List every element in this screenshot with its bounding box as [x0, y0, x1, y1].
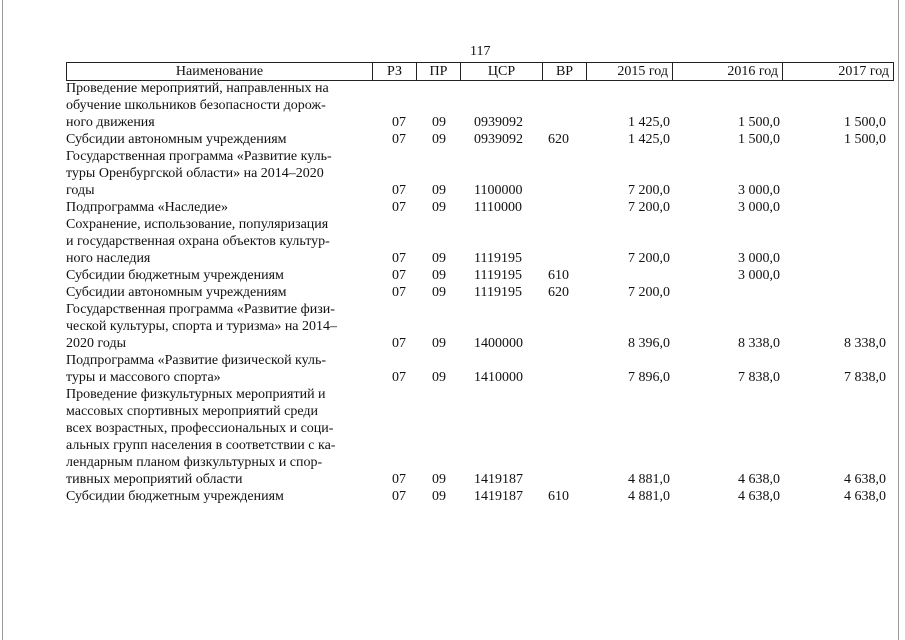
row-rz: 07 — [392, 268, 406, 283]
row-2015: 7 200,0 — [628, 285, 670, 300]
row-2015: 7 200,0 — [628, 251, 670, 266]
row-pr: 09 — [432, 370, 446, 385]
table-row — [66, 488, 892, 505]
table-row — [66, 148, 892, 199]
row-pr: 09 — [432, 268, 446, 283]
header-2016: 2016 год — [673, 63, 783, 80]
row-2015: 4 881,0 — [628, 472, 670, 487]
row-rz: 07 — [392, 183, 406, 198]
row-pr: 09 — [432, 132, 446, 147]
row-name: Государственная программа «Развитие физи- ческой культуры, спорта и туризма» на 2014– 2020 годы — [66, 302, 338, 351]
row-csr: 0939092 — [474, 132, 523, 147]
header-2015: 2015 год — [587, 63, 673, 80]
row-name: Субсидии автономным учреждениям — [66, 285, 287, 300]
row-2015: 7 200,0 — [628, 200, 670, 215]
row-csr: 1410000 — [474, 370, 523, 385]
header-vr: ВР — [543, 63, 587, 80]
row-rz: 07 — [392, 132, 406, 147]
row-name: Субсидии бюджетным учреждениям — [66, 268, 284, 283]
row-csr: 1419187 — [474, 472, 523, 487]
header-2017: 2017 год — [838, 64, 889, 79]
row-rz: 07 — [392, 200, 406, 215]
row-2015: 1 425,0 — [628, 132, 670, 147]
row-vr: 610 — [548, 268, 569, 283]
header-csr: ЦСР — [461, 63, 543, 80]
table-row — [66, 352, 892, 386]
row-pr: 09 — [432, 472, 446, 487]
row-csr: 1419187 — [474, 489, 523, 504]
row-2017: 1 500,0 — [844, 115, 886, 130]
row-2016: 3 000,0 — [738, 183, 780, 198]
scan-edge-mark — [898, 0, 899, 640]
row-csr: 1119195 — [474, 285, 522, 300]
row-csr: 1110000 — [474, 200, 522, 215]
row-2015: 8 396,0 — [628, 336, 670, 351]
row-2016: 8 338,0 — [738, 336, 780, 351]
row-name: Субсидии бюджетным учреждениям — [66, 489, 284, 504]
row-vr: 610 — [548, 489, 569, 504]
row-name: Проведение физкультурных мероприятий и массовых спортивных мероприятий среди всех возрастных, профессиональных и соци- альных групп населения в соответствии с ка- лендарным планом физкультурных и спор- тивных мероприятий области — [66, 387, 336, 487]
row-rz: 07 — [392, 489, 406, 504]
row-pr: 09 — [432, 251, 446, 266]
row-rz: 07 — [392, 115, 406, 130]
row-rz: 07 — [392, 285, 406, 300]
row-rz: 07 — [392, 370, 406, 385]
table-row — [66, 216, 892, 267]
row-csr: 1400000 — [474, 336, 523, 351]
row-2015: 4 881,0 — [628, 489, 670, 504]
row-csr: 1119195 — [474, 251, 522, 266]
table-row — [66, 80, 892, 131]
row-pr: 09 — [432, 200, 446, 215]
scan-edge-mark — [2, 0, 3, 640]
row-pr: 09 — [432, 489, 446, 504]
row-name: Проведение мероприятий, направленных на обучение школьников безопасности дорож- ного движения — [66, 81, 329, 130]
row-2016: 3 000,0 — [738, 200, 780, 215]
row-rz: 07 — [392, 251, 406, 266]
header-pr: ПР — [417, 63, 461, 80]
table-row — [66, 131, 892, 148]
row-2015: 7 200,0 — [628, 183, 670, 198]
row-pr: 09 — [432, 285, 446, 300]
row-csr: 0939092 — [474, 115, 523, 130]
row-2017: 7 838,0 — [844, 370, 886, 385]
table-row — [66, 284, 892, 301]
header-name: Наименование — [67, 63, 373, 80]
header-rz: РЗ — [373, 63, 417, 80]
row-name: Подпрограмма «Наследие» — [66, 200, 228, 215]
row-2015: 1 425,0 — [628, 115, 670, 130]
row-vr: 620 — [548, 132, 569, 147]
row-name: Государственная программа «Развитие куль- туры Оренбургской области» на 2014–2020 годы — [66, 149, 332, 198]
row-pr: 09 — [432, 183, 446, 198]
row-2017: 1 500,0 — [844, 132, 886, 147]
row-2016: 3 000,0 — [738, 251, 780, 266]
table-row — [66, 199, 892, 216]
row-vr: 620 — [548, 285, 569, 300]
row-2016: 4 638,0 — [738, 489, 780, 504]
row-pr: 09 — [432, 336, 446, 351]
row-2017: 4 638,0 — [844, 472, 886, 487]
row-2017: 8 338,0 — [844, 336, 886, 351]
row-2017: 4 638,0 — [844, 489, 886, 504]
row-rz: 07 — [392, 336, 406, 351]
row-name: Подпрограмма «Развитие физической куль- туры и массового спорта» — [66, 353, 327, 385]
table-body — [66, 80, 892, 505]
row-csr: 1100000 — [474, 183, 523, 198]
row-2016: 3 000,0 — [738, 268, 780, 283]
row-2015: 7 896,0 — [628, 370, 670, 385]
row-pr: 09 — [432, 115, 446, 130]
row-2016: 1 500,0 — [738, 115, 780, 130]
row-2016: 1 500,0 — [738, 132, 780, 147]
page-number: 117 — [470, 44, 491, 59]
row-name: Субсидии автономным учреждениям — [66, 132, 287, 147]
table-header — [66, 62, 894, 81]
row-name: Сохранение, использование, популяризация и государственная охрана объектов культур- ного наследия — [66, 217, 330, 266]
row-2016: 4 638,0 — [738, 472, 780, 487]
row-2016: 7 838,0 — [738, 370, 780, 385]
table-row — [66, 267, 892, 284]
table-row — [66, 386, 892, 488]
row-csr: 1119195 — [474, 268, 522, 283]
row-rz: 07 — [392, 472, 406, 487]
table-row — [66, 301, 892, 352]
